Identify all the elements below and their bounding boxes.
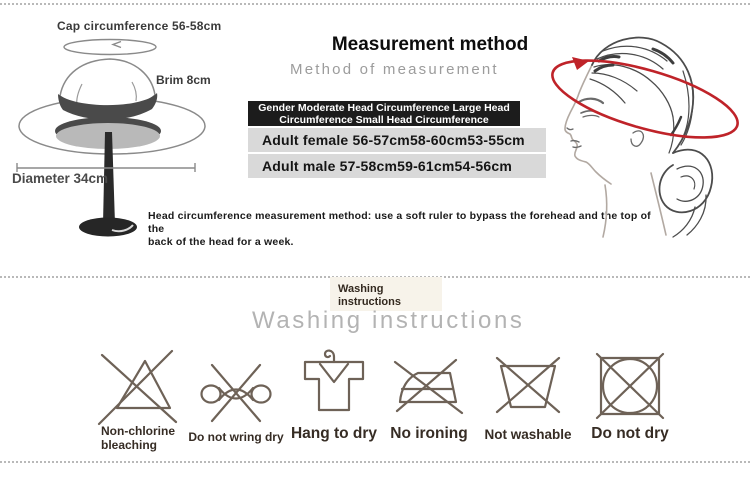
face-features <box>567 99 643 148</box>
size-table-header-line1: Gender Moderate Head Circumference Large Head <box>258 102 510 114</box>
wash-item <box>479 340 577 460</box>
face-profile <box>565 65 666 237</box>
wash-item <box>188 340 284 460</box>
wash-item <box>285 340 383 460</box>
brim-label: Brim 8cm <box>156 73 211 87</box>
no-wash-icon <box>490 353 566 415</box>
size-table-row-male: Adult male 57-58cm59-61cm54-56cm <box>248 154 546 178</box>
wash-item <box>92 340 188 460</box>
wash-item-label: Not washable <box>484 427 572 442</box>
measuring-tape-icon <box>545 45 745 154</box>
cap-circumference-label: Cap circumference 56-58cm <box>57 19 222 33</box>
measurement-note-line1: Head circumference measurement method: use a soft ruler to bypass the forehead and the top of the <box>148 210 651 235</box>
hat-illustration <box>2 32 227 237</box>
no-wring-icon <box>198 357 274 423</box>
washing-small-title-line1: Washing <box>338 283 384 295</box>
no-tumble-dry-icon <box>594 350 666 420</box>
wash-item <box>581 340 679 460</box>
no-bleach-icon <box>97 342 179 426</box>
no-iron-icon <box>392 356 466 416</box>
diameter-label: Diameter 34cm <box>12 171 109 186</box>
bottom-divider <box>0 461 750 463</box>
wash-item-label: Non-chlorine bleaching <box>101 424 175 452</box>
washing-small-title-line2: instructions <box>338 296 401 308</box>
hang-dry-icon <box>299 344 369 412</box>
measurement-title: Measurement method <box>331 34 529 55</box>
size-table-row-female: Adult female 56-57cm58-60cm53-55cm <box>248 128 546 152</box>
top-divider <box>0 3 750 5</box>
wash-item-label: No ironing <box>390 425 468 442</box>
wash-item <box>381 340 477 460</box>
size-table-header-line2: Circumference Small Head Circumference <box>279 113 489 126</box>
wash-item-label: Do not wring dry <box>188 430 284 444</box>
size-table <box>248 128 546 180</box>
head-illustration <box>545 15 750 245</box>
wash-item-label: Do not dry <box>591 425 669 442</box>
size-table-header <box>248 101 520 126</box>
washing-small-title <box>338 283 401 309</box>
measurement-note-line2: back of the head for a week. <box>148 236 294 248</box>
wash-item-label: Hang to dry <box>290 425 378 442</box>
washing-big-title: Washing instructions <box>252 307 525 334</box>
measurement-subtitle: Method of measurement <box>290 61 499 78</box>
